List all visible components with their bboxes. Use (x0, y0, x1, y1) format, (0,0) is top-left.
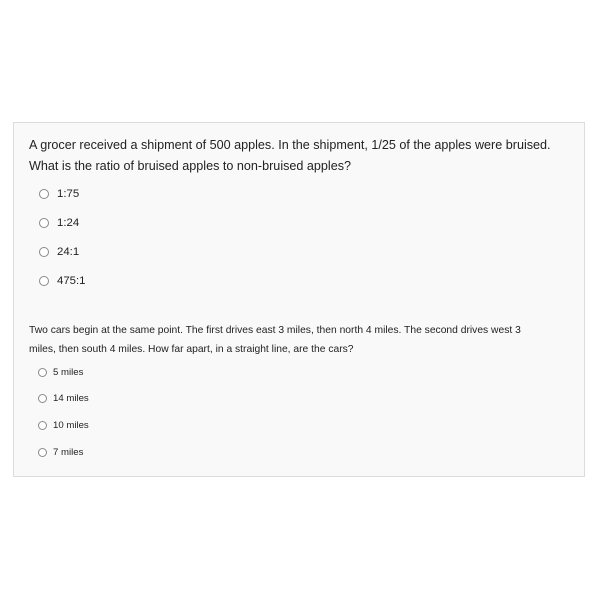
question-text: Two cars begin at the same point. The first drives east 3 miles, then north 4 miles. The second drives west 3 miles, then south 4 miles. How far apart, in a straight line, are the cars? (29, 325, 521, 355)
answer-option-label: 10 miles (53, 419, 89, 431)
answer-option-label: 1:24 (57, 216, 80, 229)
question-1 (29, 135, 574, 295)
answer-option-label: 14 miles (53, 393, 89, 405)
answer-option[interactable] (39, 266, 574, 295)
answer-options (29, 359, 529, 465)
radio-button-icon[interactable] (38, 421, 47, 430)
answer-option[interactable] (38, 359, 529, 386)
radio-button-icon[interactable] (39, 218, 49, 228)
question-text: A grocer received a shipment of 500 apples. In the shipment, 1/25 of the apples were bruised. What is the ratio of bruised apples to non-bruised apples? (29, 138, 551, 173)
answer-option[interactable] (38, 386, 529, 413)
answer-option[interactable] (39, 179, 574, 208)
answer-option[interactable] (39, 208, 574, 237)
radio-button-icon[interactable] (38, 394, 47, 403)
answer-option[interactable] (38, 412, 529, 439)
radio-button-icon[interactable] (39, 189, 49, 199)
radio-button-icon[interactable] (39, 247, 49, 257)
radio-button-icon[interactable] (38, 448, 47, 457)
answer-option-label: 475:1 (57, 274, 86, 287)
answer-option-label: 24:1 (57, 245, 80, 258)
radio-button-icon[interactable] (39, 276, 49, 286)
answer-option[interactable] (38, 439, 529, 466)
answer-option-label: 5 miles (53, 366, 84, 378)
answer-option[interactable] (39, 237, 574, 266)
radio-button-icon[interactable] (38, 368, 47, 377)
answer-option-label: 7 miles (53, 446, 84, 458)
answer-options (29, 179, 574, 295)
answer-option-label: 1:75 (57, 187, 80, 200)
question-2 (29, 321, 529, 465)
quiz-card (13, 122, 585, 477)
